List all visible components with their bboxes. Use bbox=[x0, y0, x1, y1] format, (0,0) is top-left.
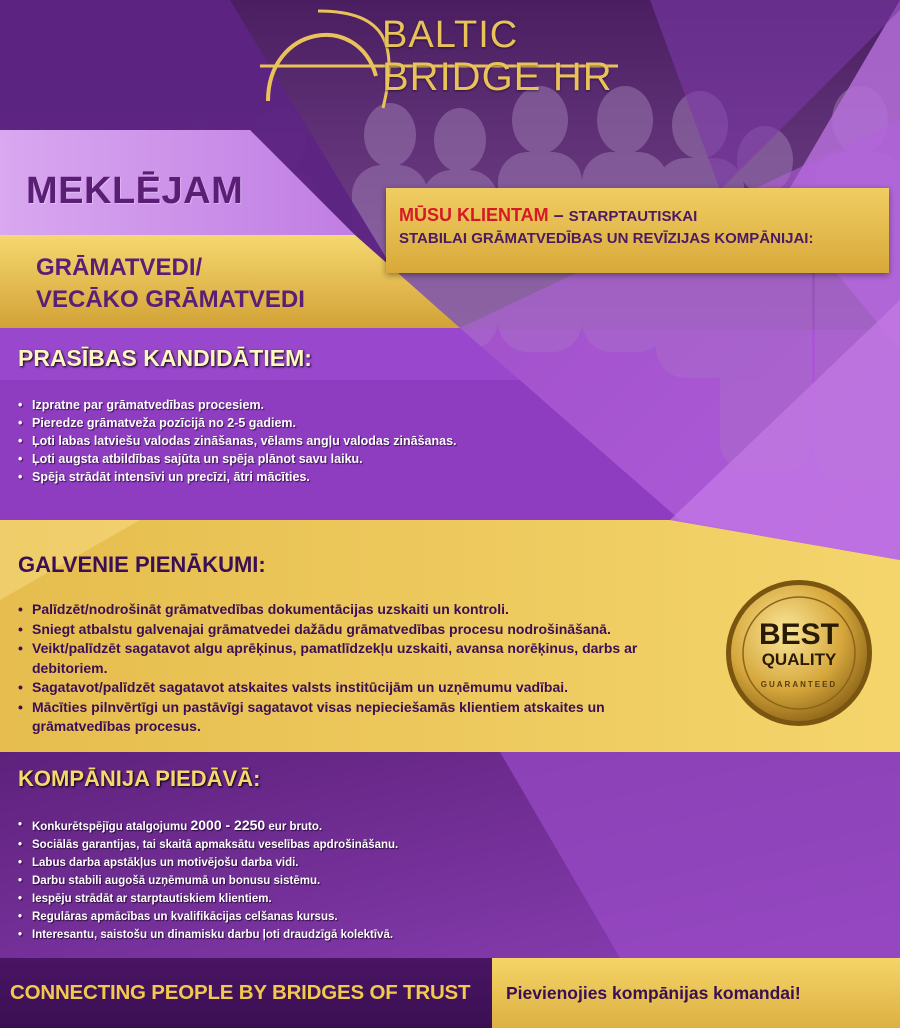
footer-slogan: CONNECTING PEOPLE BY BRIDGES OF TRUST bbox=[0, 958, 492, 1028]
position-line-2: VECĀKO GRĀMATVEDI bbox=[36, 286, 305, 313]
list-item: • Iespēju strādāt ar starptautiskiem klientiem. bbox=[18, 890, 398, 908]
list-item: • Labus darba apstākļus un motivējošu darba vidi. bbox=[18, 854, 398, 872]
salary-prefix: Konkurētspējīgu atalgojumu bbox=[32, 821, 188, 833]
logo-line-1: BALTIC bbox=[382, 14, 519, 56]
list-item: • Veikt/palīdzēt sagatavot algu aprēķinus, pamatlīdzekļu uzskaiti, avansa norēķinus, darbs ar debitoriem. bbox=[18, 639, 678, 678]
list-item: • Sniegt atbalstu galvenajai grāmatvedei dažādu grāmatvedības procesu nodrošināšanā. bbox=[18, 620, 678, 640]
list-item: • Palīdzēt/nodrošināt grāmatvedības dokumentācijas uzskaiti un kontroli. bbox=[18, 600, 678, 620]
list-item: • Regulāras apmācības un kvalifikācijas celšanas kursus. bbox=[18, 908, 398, 926]
list-item: • Spēja strādāt intensīvi un precīzi, ātri mācīties. bbox=[18, 468, 457, 486]
requirements-list bbox=[18, 396, 457, 486]
logo-line-2 bbox=[382, 56, 613, 99]
client-line-1 bbox=[399, 204, 889, 228]
list-item: • Interesantu, saistošu un dinamisku darbu ļoti draudzīgā kolektīvā. bbox=[18, 926, 398, 944]
headline: MEKLĒJAM bbox=[26, 170, 244, 212]
list-item: • Ļoti augsta atbildības sajūta un spēja plānot savu laiku. bbox=[18, 450, 457, 468]
list-item: • Pieredze grāmatveža pozīcijā no 2-5 gadiem. bbox=[18, 414, 457, 432]
client-line-2: STABILAI GRĀMATVEDĪBAS UN REVĪZIJAS KOMPĀNIJAI: bbox=[399, 230, 814, 247]
duties-title: GALVENIE PIENĀKUMI: bbox=[18, 552, 266, 577]
logo-bridge: BRIDGE bbox=[382, 55, 542, 99]
offer-list bbox=[18, 816, 398, 944]
requirements-title: PRASĪBAS KANDIDĀTIEM: bbox=[18, 345, 312, 371]
footer-cta[interactable]: Pievienojies kompānijas komandai! bbox=[492, 958, 900, 1028]
logo-hr: HR bbox=[552, 55, 613, 99]
client-dash: – bbox=[548, 205, 569, 225]
client-highlight: MŪSU KLIENTAM bbox=[399, 205, 549, 225]
list-item: • Darbu stabili augošā uzņēmumā un bonusu sistēmu. bbox=[18, 872, 398, 890]
duties-list bbox=[18, 600, 678, 737]
client-line-1-text: STARPTAUTISKAI bbox=[568, 208, 698, 225]
list-item: • Mācīties pilnvērtīgi un pastāvīgi sagatavot visas nepieciešamās klientiem atskaites un grāmatvedības procesus. bbox=[18, 698, 678, 737]
list-item: • Sagatavot/palīdzēt sagatavot atskaites valsts institūcijām un uzņēmumu vadībai. bbox=[18, 678, 678, 698]
position-line-1: GRĀMATVEDI/ bbox=[36, 254, 203, 281]
list-item bbox=[18, 816, 398, 836]
badge-text bbox=[724, 620, 874, 689]
list-item: • Ļoti labas latviešu valodas zināšanas, vēlams angļu valodas zināšanas. bbox=[18, 432, 457, 450]
badge-line-2: QUALITY bbox=[761, 650, 837, 669]
badge-ring-text: GUARANTEED bbox=[760, 680, 838, 689]
offer-title: KOMPĀNIJA PIEDĀVĀ: bbox=[18, 766, 261, 791]
list-item: • Sociālās garantijas, tai skaitā apmaksātu veselības apdrošināšanu. bbox=[18, 836, 398, 854]
salary-range: 2000 - 2250 bbox=[190, 817, 266, 833]
position-title bbox=[36, 252, 305, 316]
badge-line-1: BEST bbox=[758, 618, 839, 651]
client-box bbox=[386, 188, 889, 273]
salary-suffix: eur bruto. bbox=[268, 821, 323, 833]
list-item: • Izpratne par grāmatvedības procesiem. bbox=[18, 396, 457, 414]
logo-wordmark bbox=[382, 14, 613, 99]
